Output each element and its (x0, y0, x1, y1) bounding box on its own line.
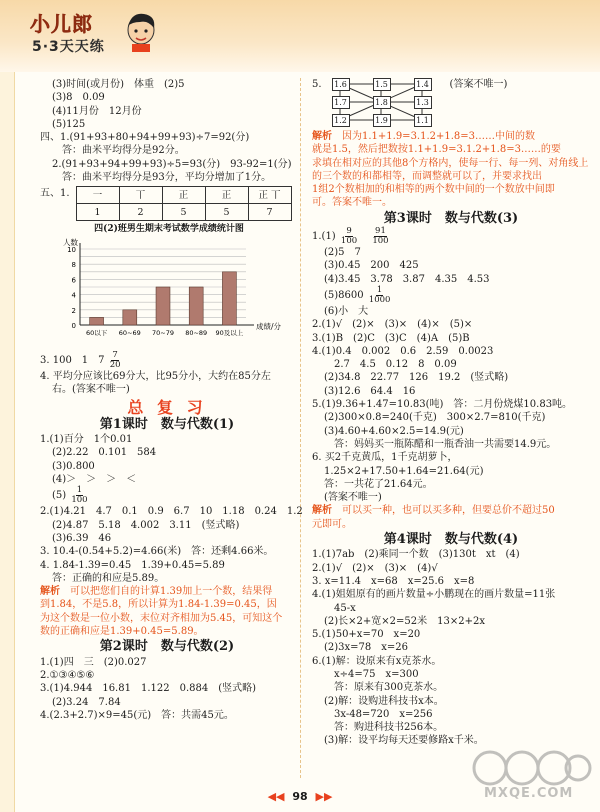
answer-line: 4.(1)姐姐原有的画片数量÷小鹏现在的画片数量=11张 (312, 589, 556, 601)
answer-line: 答：正确的和应是5.89。 (52, 572, 165, 584)
watermark (470, 748, 594, 808)
lesson-title: 第4课时 数与代数(4) (383, 532, 519, 548)
answer-line: 五、1. (40, 188, 70, 200)
right-column (312, 78, 590, 748)
answer-line: (2)解：设购进科技书x本。 (324, 695, 444, 707)
answer-line: 3.(1)4.944 16.81 1.122 0.884 (竖式略) (40, 683, 257, 695)
analysis-note (312, 130, 590, 143)
bar-chart (54, 223, 284, 351)
square-cell: 1.7 (332, 96, 350, 109)
tally-cell: 正 (162, 187, 205, 204)
answer-line: 5.(1)50+x=70 x=20 (312, 629, 421, 641)
answer-line: 2.(1)√ (2)× (3)× (4)√ (312, 562, 438, 574)
analysis-note (40, 585, 294, 598)
bar (222, 271, 236, 324)
answer-line: 2.(91+93+94+99+93)÷5=93(分) 93-92=1(分) (52, 158, 292, 170)
analysis-note (312, 504, 590, 517)
answer-line: 3. 10.4-(0.54+5.2)=4.66(米) 答：还剩4.66米。 (40, 546, 274, 558)
left-column (40, 78, 303, 722)
answer-line: (2)3.24 7.84 (52, 696, 121, 708)
y-axis-label: 人数 (63, 237, 78, 247)
watermark-logo-icon (470, 748, 594, 788)
answer-line (312, 286, 590, 305)
fraction (341, 227, 357, 246)
bar (123, 309, 137, 324)
note-text: 可以买一种，也可以买多种，但要总价不超过50 (342, 505, 555, 517)
note-text: 1组2个数相加的和相等的两个数中间的一个数放中间即 (312, 184, 555, 196)
answer-line (40, 486, 294, 505)
square-cell: 1.1 (414, 114, 432, 127)
answer-line: (3)解：设平均每天还要修路x千米。 (324, 735, 484, 747)
brand-series: 5·3天天练 (32, 39, 105, 55)
answer-line (312, 227, 590, 246)
x-axis-label: 成绩/分 (256, 321, 282, 331)
y-tick-label: 0 (71, 321, 76, 330)
x-tick-label: 80~89 (185, 328, 208, 337)
tally-count: 7 (248, 204, 291, 221)
answer-line: 3.(1)B (2)C (3)C (4)A (5)B (312, 332, 470, 344)
answer-line: 2.①③④⑤⑥ (40, 669, 95, 681)
answer-line: 1.25×2+17.50+1.64=21.64(元) (324, 465, 484, 477)
answer-line: 答：妈妈买一瓶陈醋和一瓶香油一共需要14.9元。 (334, 438, 557, 450)
answer-line: (2)34.8 22.77 126 19.2 (竖式略) (324, 372, 509, 384)
fraction (372, 227, 388, 246)
answer-line: (4)＞ ＞ ＞ ＜ (52, 474, 137, 486)
analysis-label: 解析 (312, 505, 332, 517)
answer-line: (2)长×2+宽×2=52米 13×2+2x (324, 615, 485, 627)
answer-line: (5)125 (52, 118, 86, 130)
note-text: 元即可。 (312, 518, 352, 530)
x-tick-label: 60~69 (118, 328, 141, 337)
tally-count: 5 (205, 204, 248, 221)
answer-line: 答：一共花了21.64元。 (324, 478, 433, 490)
note-text: 可以把您们自的计算1.39加上一个数，结果得 (70, 586, 273, 598)
answer-line: (2)300×0.8=240(千克) 300×2.7=810(千克) (324, 412, 546, 424)
answer-line: 6. 买2千克黄瓜，1千克胡萝卜， (312, 452, 458, 464)
tally-count: 5 (162, 204, 205, 221)
answer-line: 3x-48=720 x=256 (334, 708, 433, 720)
answer-line: (答案不唯一) (324, 492, 382, 504)
note-text: 就是1.5，然后把数按1.1+1.9=3.1.2+1.8=3……的要 (312, 144, 561, 156)
bar (156, 287, 170, 325)
answer-text: (5)8600 (324, 289, 364, 301)
tally-cell: 丅 (119, 187, 162, 204)
x-tick-label: 70~79 (152, 328, 174, 337)
answer-line (40, 351, 294, 370)
answer-line: 6.(1)解：设原来有x克茶水。 (312, 655, 442, 667)
numerator: 1 (376, 284, 383, 295)
denominator: 100 (372, 236, 389, 247)
answer-line: (2)4.87 5.18 4.002 3.11 (竖式略) (52, 519, 240, 531)
answer-line: 4.(2.3+2.7)×9=45(元) 答：共需45元。 (40, 709, 234, 721)
y-tick-label: 4 (71, 291, 76, 300)
answer-line: 3. x=11.4 x=68 x=25.6 x=8 (312, 575, 475, 587)
answer-line: (2)3x=78 x=26 (324, 642, 409, 654)
note-text: 为这个数是一位小数，末位对齐相加为5.45，可知这个 (40, 612, 283, 624)
tally-cell: 正 (205, 187, 248, 204)
y-tick-label: 10 (67, 245, 76, 254)
y-tick-label: 6 (71, 276, 76, 285)
answer-line: (2)5 7 (324, 247, 361, 259)
lesson-title: 第2课时 数与代数(2) (99, 639, 235, 655)
note-text: 到1.84，不是5.8，所以计算为1.84-1.39=0.45，因 (40, 599, 277, 611)
x-tick-label: 60以下 (85, 328, 108, 337)
square-cell: 1.2 (332, 114, 350, 127)
answer-line: (3)12.6 64.4 16 (324, 385, 416, 397)
square-cell: 1.9 (373, 114, 391, 127)
answer-text: (5) (52, 490, 67, 502)
brand-logo (30, 8, 155, 68)
prev-page-icon: ◀◀ (267, 790, 285, 803)
answer-line: (3)0.800 (52, 460, 95, 472)
answer-line: (答案不唯一) (449, 79, 508, 90)
denominator: 20 (109, 359, 121, 370)
answer-line: (4)11月份 12月份 (52, 105, 142, 117)
square-cell: 1.5 (373, 78, 391, 91)
square-cell: 1.4 (414, 78, 432, 91)
analysis-label: 解析 (40, 586, 60, 598)
column-divider (300, 78, 301, 778)
answer-line: 5. (312, 79, 322, 90)
numerator: 91 (375, 226, 386, 237)
margin-strip (0, 72, 15, 812)
review-title: 总 复 习 (127, 397, 207, 417)
answer-line: (6)小 大 (324, 305, 369, 317)
note-text: 可。答案不唯一。 (312, 197, 392, 209)
answer-line: 答：购进科技书256本。 (334, 722, 444, 734)
tally-table (76, 186, 292, 221)
answer-line: 答：原来有300克茶水。 (334, 682, 444, 694)
tally-cell: 正 丅 (248, 187, 291, 204)
answer-line: 4. 平均分应该比69分大，比95分小，大约在85分左 (40, 370, 271, 382)
fraction (369, 286, 391, 305)
tally-count: 2 (119, 204, 162, 221)
note-text: 的三个数的和都相等，而调整就可以了，并要求找出 (312, 170, 542, 182)
answer-line: 4. 1.84-1.39=0.45 1.39+0.45=5.89 (40, 559, 225, 571)
answer-line: (3)时间(或月份) 体重 (2)5 (52, 79, 185, 90)
answer-line: (2)2.22 0.101 584 (52, 447, 157, 459)
chart-canvas (54, 237, 284, 347)
answer-line: 2.(1)4.21 4.7 0.1 0.9 6.7 10 1.18 0.24 1.2 (40, 506, 303, 518)
y-tick-label: 8 (71, 260, 76, 269)
denominator: 100 (71, 495, 88, 506)
answer-line: 4.(1)0.4 0.002 0.6 2.59 0.0023 (312, 345, 494, 357)
denominator: 100 (340, 236, 358, 247)
answer-line: 2.(1)√ (2)× (3)× (4)× (5)× (312, 319, 473, 331)
fraction (71, 486, 87, 505)
note-text: 因为1.1+1.9=3.1.2+1.8=3……中间的数 (342, 131, 536, 142)
answer-line: 1.(1)百分 1个0.01 (40, 434, 133, 446)
answer-line: 1.(1)四 三 (2)0.027 (40, 656, 147, 668)
y-tick-label: 2 (71, 306, 76, 315)
denominator: 1000 (368, 294, 391, 305)
brand-name: 小儿郎 (30, 12, 93, 36)
answer-line: 四、1.(91+93+80+94+99+93)÷7=92(分) (40, 132, 250, 144)
answer-text: 3. 100 1 7 (40, 354, 105, 366)
answer-line: x÷4=75 x=300 (334, 668, 419, 680)
lesson-title: 第1课时 数与代数(1) (99, 416, 235, 432)
note-text: 数的正确和应是1.39+0.45=5.89。 (40, 626, 204, 638)
lesson-title: 第3课时 数与代数(3) (383, 210, 519, 226)
magic-square (332, 78, 442, 130)
square-cell: 1.3 (414, 96, 432, 109)
numerator: 9 (346, 226, 352, 237)
answer-line: (3)6.39 46 (52, 532, 112, 544)
bar (189, 287, 203, 325)
tally-count: 1 (76, 204, 119, 221)
answer-line: 右。(答案不唯一) (52, 384, 130, 396)
watermark-text: MXQE.COM (484, 786, 574, 801)
chart-title: 四(2)班男生期末考试数学成绩统计图 (94, 224, 244, 235)
x-tick-label: 90及以上 (215, 328, 244, 337)
answer-text: 1.(1) (312, 231, 336, 243)
answer-line: 45-x (334, 602, 356, 614)
answer-line: 答：曲米平均得分是93分，平均分增加了1分。 (62, 172, 272, 184)
answer-line: 答：曲米平均得分是92分。 (62, 145, 185, 157)
bar (90, 317, 104, 325)
page-number: 98 (292, 790, 308, 803)
answer-line: 2.7 4.5 0.12 8 0.09 (334, 359, 457, 371)
answer-line: (3)0.45 200 425 (324, 260, 419, 272)
fraction (110, 351, 121, 370)
next-page-icon: ▶▶ (315, 790, 333, 803)
mascot-icon (122, 10, 160, 52)
square-cell: 1.6 (332, 78, 350, 91)
answer-line: (3)4.60+4.60×2.5=14.9(元) (324, 425, 464, 437)
analysis-label: 解析 (312, 131, 332, 142)
square-cell: 1.8 (373, 96, 391, 109)
numerator: 7 (112, 349, 118, 360)
tally-cell: 一 (76, 187, 119, 204)
answer-line: (4)3.45 3.78 3.87 4.35 4.53 (324, 273, 490, 285)
answer-line: 5.(1)9.36+1.47=10.83(吨) 答：二月份烧煤10.83吨。 (312, 399, 573, 411)
numerator: 1 (76, 485, 83, 496)
answer-line: (3)8 0.09 (52, 92, 105, 104)
note-text: 求填在相对应的其他8个方格内，使每一行、每一列、对角线上 (312, 157, 589, 169)
answer-line: 1.(1)7ab (2)乘同一个数 (3)130t xt (4) (312, 549, 520, 561)
